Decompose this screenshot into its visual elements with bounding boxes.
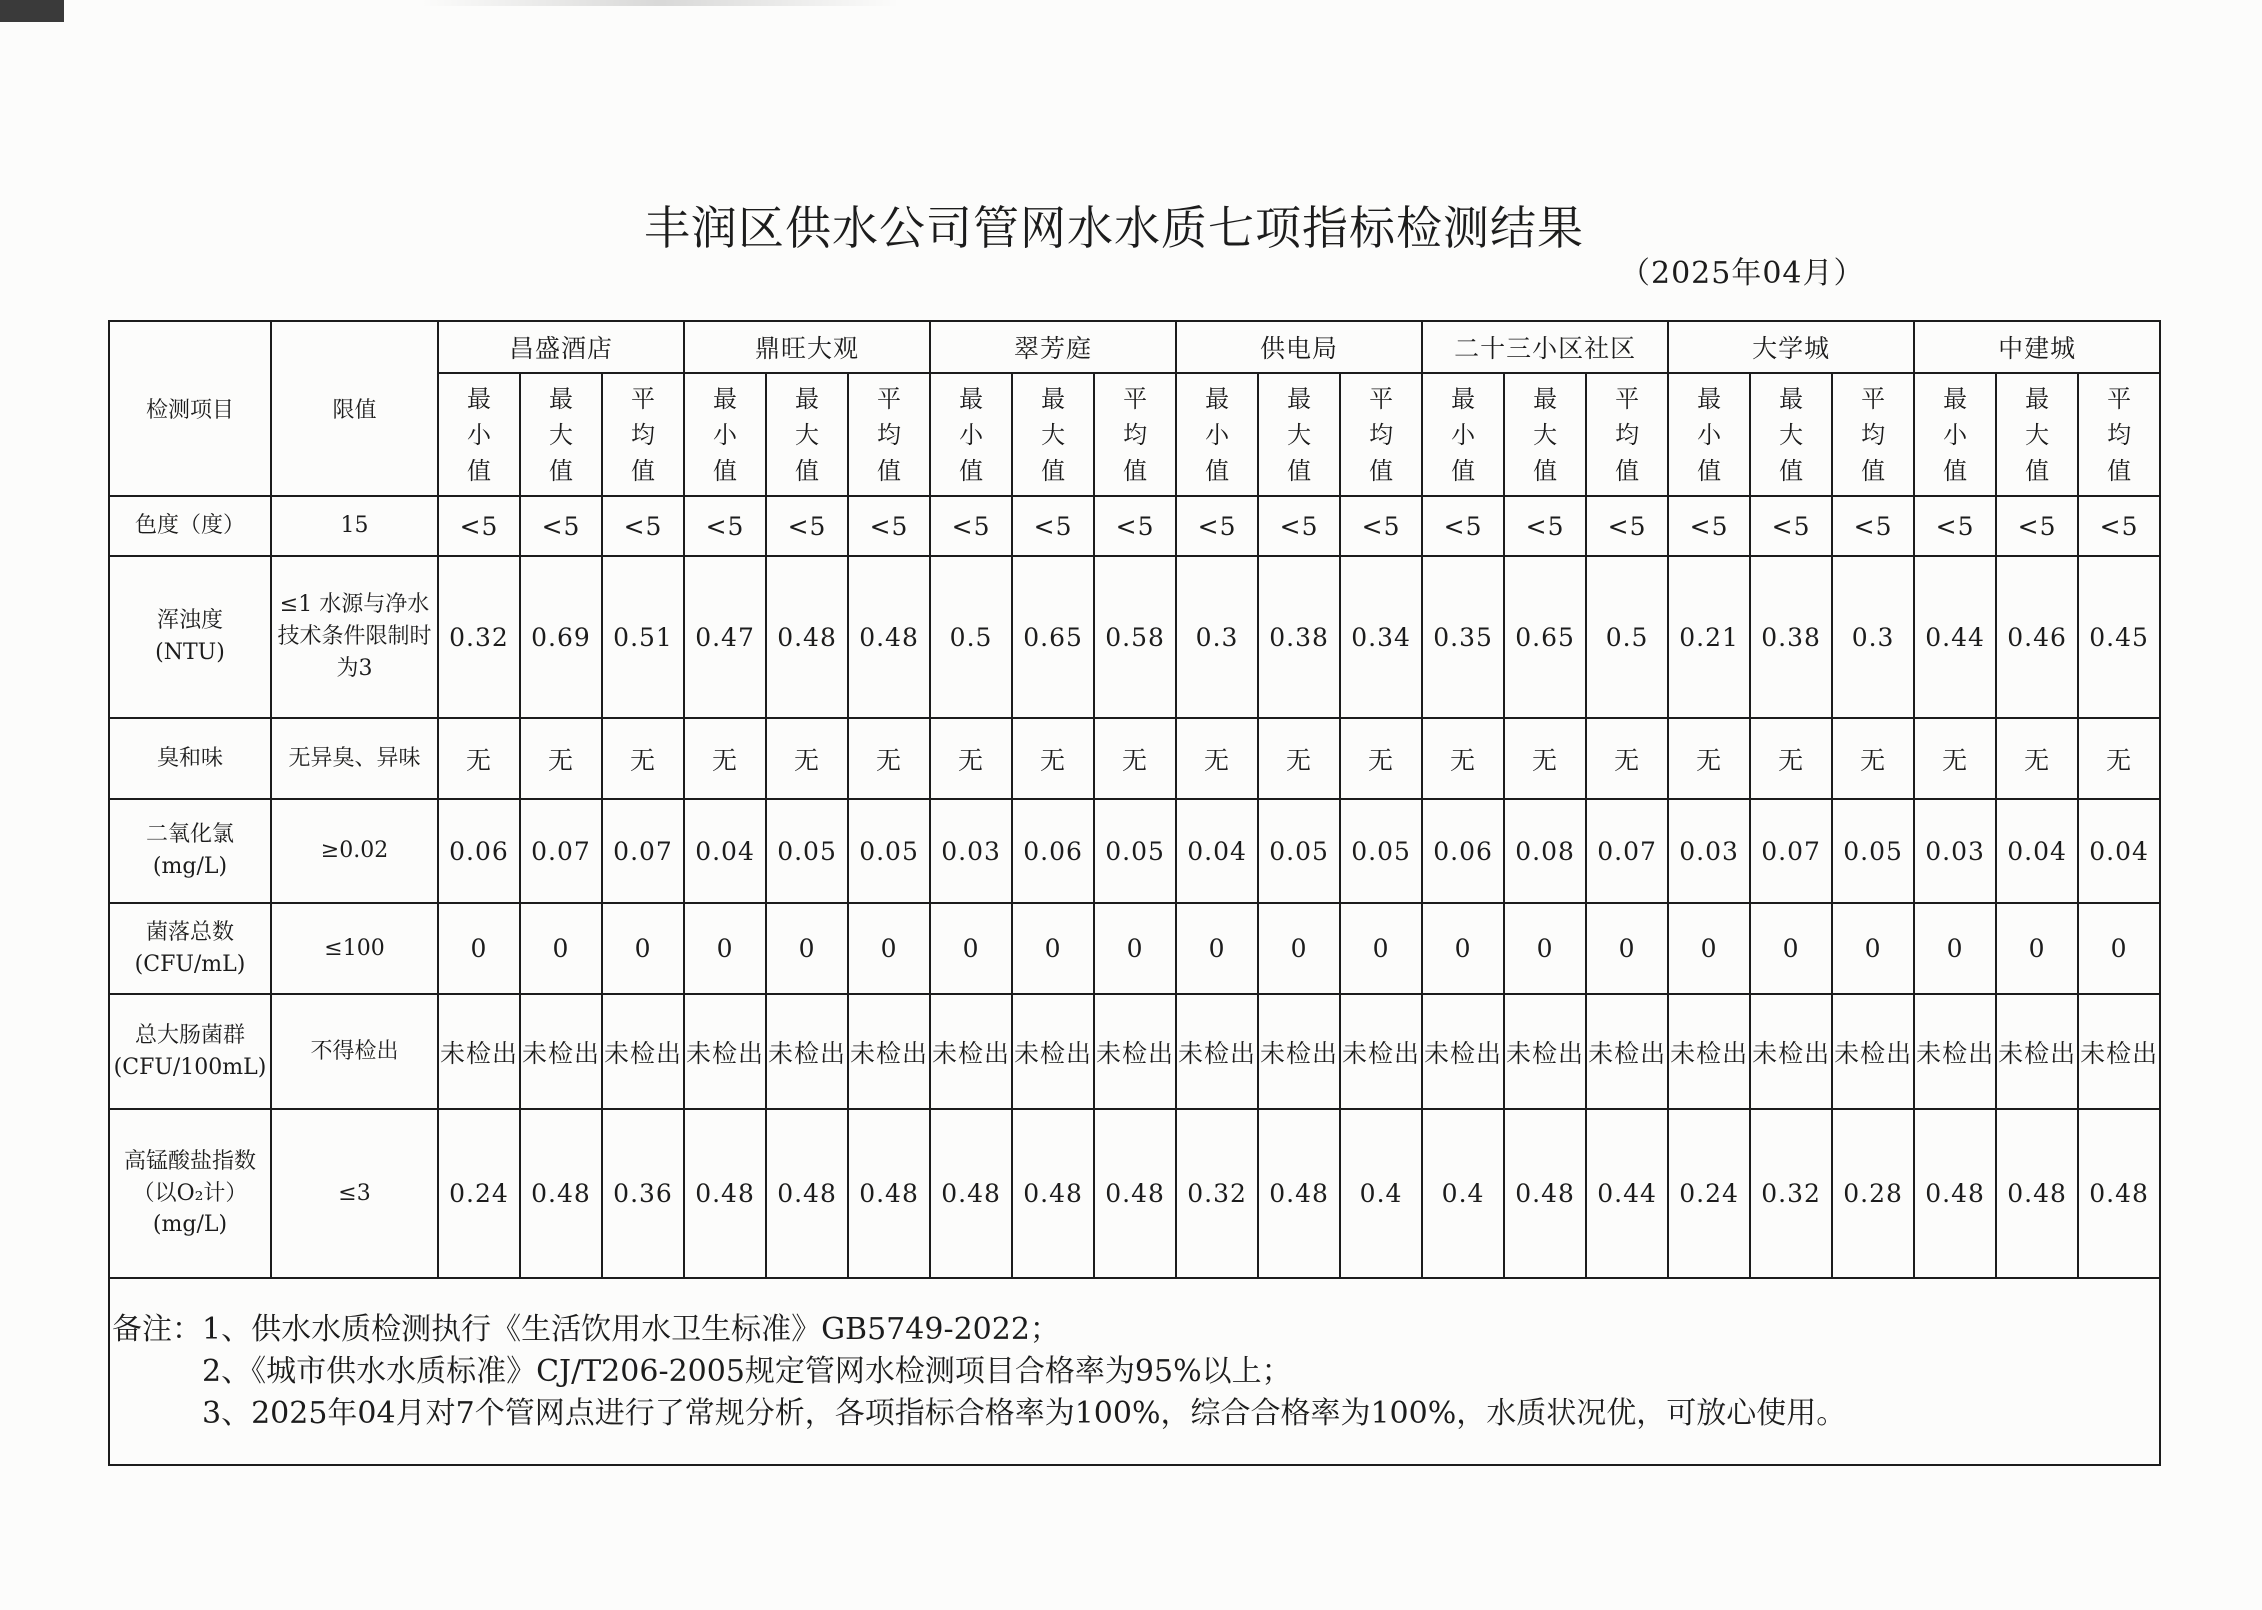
value-chlorine-dioxide-cuifang-min: 0.03 [930,799,1012,903]
row-label-odor-taste [109,718,271,799]
value-color-dingwang-avg: <5 [848,496,930,556]
value-total-bacteria-cuifang-min: 0 [930,903,1012,994]
stat-header-label: 平均值 [877,384,902,485]
limit-color: 15 [271,496,438,556]
value-odor-taste-cuifang-max: 无 [1012,718,1094,799]
value-total-coliforms-ershisan-min: 未检出 [1422,994,1504,1109]
scan-edge-artifact [0,0,64,22]
stat-header-label: 最小值 [1451,384,1476,485]
value-turbidity-gongdian-min: 0.3 [1176,556,1258,718]
value-color-cuifang-min: <5 [930,496,1012,556]
row-label-line: 高锰酸盐指数 [123,1148,256,1174]
value-permanganate-index-ershisan-avg: 0.44 [1586,1109,1668,1278]
value-chlorine-dioxide-zhongjian-avg: 0.04 [2078,799,2160,903]
value-chlorine-dioxide-daxue-max: 0.07 [1750,799,1832,903]
value-chlorine-dioxide-gongdian-avg: 0.05 [1340,799,1422,903]
value-turbidity-cuifang-min: 0.5 [930,556,1012,718]
value-color-changsheng-max: <5 [520,496,602,556]
stat-header-label: 最小值 [1943,384,1968,485]
value-turbidity-zhongjian-avg: 0.45 [2078,556,2160,718]
stat-header-label: 最小值 [959,384,984,485]
value-turbidity-dingwang-min: 0.47 [684,556,766,718]
scan-shadow-artifact [420,0,900,6]
value-color-zhongjian-max: <5 [1996,496,2078,556]
stat-header-label: 最大值 [2025,384,2050,485]
stat-header-label: 最大值 [1287,384,1312,485]
value-total-coliforms-zhongjian-avg: 未检出 [2078,994,2160,1109]
stat-header-changsheng-avg [602,373,684,496]
note-line-3: 3、2025年04月对7个管网点进行了常规分析，各项指标合格率为100%，综合合格率为100%，水质状况优，可放心使用。 [202,1396,1847,1431]
value-odor-taste-changsheng-avg: 无 [602,718,684,799]
value-total-bacteria-changsheng-max: 0 [520,903,602,994]
value-odor-taste-zhongjian-min: 无 [1914,718,1996,799]
stat-header-label: 平均值 [1369,384,1394,485]
row-label-line: 二氧化氯 [145,822,234,848]
note-line-1: 1、供水水质检测执行《生活饮用水卫生标准》GB5749-2022； [202,1312,1060,1347]
row-label-line: 总大肠菌群 [134,1022,245,1048]
stat-header-cuifang-avg [1094,373,1176,496]
row-label-turbidity [109,556,271,718]
stat-header-label: 平均值 [1615,384,1640,485]
notes-box [109,1278,2160,1465]
value-permanganate-index-changsheng-min: 0.24 [438,1109,520,1278]
value-total-coliforms-cuifang-min: 未检出 [930,994,1012,1109]
value-total-bacteria-gongdian-max: 0 [1258,903,1340,994]
value-chlorine-dioxide-changsheng-min: 0.06 [438,799,520,903]
stat-header-label: 最小值 [467,384,491,485]
row-label-total-coliforms [109,994,271,1109]
stat-header-dingwang-min [684,373,766,496]
value-permanganate-index-dingwang-min: 0.48 [684,1109,766,1278]
row-label-line: 菌落总数 [145,919,234,945]
result-rows [109,496,2160,1278]
value-color-dingwang-min: <5 [684,496,766,556]
site-header-daxue: 大学城 [1668,321,1914,373]
value-turbidity-cuifang-avg: 0.58 [1094,556,1176,718]
value-odor-taste-dingwang-avg: 无 [848,718,930,799]
value-total-bacteria-daxue-avg: 0 [1832,903,1914,994]
stat-header-gongdian-min [1176,373,1258,496]
value-odor-taste-zhongjian-avg: 无 [2078,718,2160,799]
value-permanganate-index-zhongjian-avg: 0.48 [2078,1109,2160,1278]
stat-header-label: 平均值 [2107,384,2132,485]
value-permanganate-index-ershisan-min: 0.4 [1422,1109,1504,1278]
report-period: （2025年04月） [1620,256,1865,291]
value-turbidity-changsheng-min: 0.32 [438,556,520,718]
value-permanganate-index-cuifang-max: 0.48 [1012,1109,1094,1278]
value-permanganate-index-zhongjian-max: 0.48 [1996,1109,2078,1278]
row-label-line: (mg/L) [152,854,228,879]
row-label-permanganate-index [109,1109,271,1278]
value-chlorine-dioxide-cuifang-avg: 0.05 [1094,799,1176,903]
value-chlorine-dioxide-ershisan-max: 0.08 [1504,799,1586,903]
stat-header-label: 最小值 [713,384,738,485]
value-total-coliforms-daxue-avg: 未检出 [1832,994,1914,1109]
value-odor-taste-changsheng-min: 无 [438,718,520,799]
header-test-item: 检测项目 [109,321,271,496]
value-total-bacteria-ershisan-min: 0 [1422,903,1504,994]
water-quality-table [108,320,2161,1466]
value-total-coliforms-changsheng-avg: 未检出 [602,994,684,1109]
value-chlorine-dioxide-daxue-avg: 0.05 [1832,799,1914,903]
stat-header-label: 最小值 [1205,384,1230,485]
stat-header-label: 最大值 [549,384,573,485]
value-chlorine-dioxide-zhongjian-max: 0.04 [1996,799,2078,903]
value-odor-taste-cuifang-avg: 无 [1094,718,1176,799]
stat-header-label: 最大值 [795,384,820,485]
value-chlorine-dioxide-zhongjian-min: 0.03 [1914,799,1996,903]
table-row-chlorine-dioxide [109,799,2160,903]
value-total-coliforms-dingwang-max: 未检出 [766,994,848,1109]
table-row-total-bacteria [109,903,2160,994]
value-total-coliforms-cuifang-avg: 未检出 [1094,994,1176,1109]
value-chlorine-dioxide-ershisan-min: 0.06 [1422,799,1504,903]
value-total-bacteria-gongdian-avg: 0 [1340,903,1422,994]
site-header-gongdian: 供电局 [1176,321,1422,373]
value-odor-taste-changsheng-max: 无 [520,718,602,799]
value-chlorine-dioxide-dingwang-max: 0.05 [766,799,848,903]
site-header-cuifang: 翠芳庭 [930,321,1176,373]
value-permanganate-index-gongdian-min: 0.32 [1176,1109,1258,1278]
value-turbidity-dingwang-avg: 0.48 [848,556,930,718]
stat-header-label: 平均值 [1123,384,1148,485]
value-chlorine-dioxide-gongdian-max: 0.05 [1258,799,1340,903]
stat-header-daxue-max [1750,373,1832,496]
value-turbidity-ershisan-avg: 0.5 [1586,556,1668,718]
value-total-coliforms-zhongjian-max: 未检出 [1996,994,2078,1109]
value-color-daxue-avg: <5 [1832,496,1914,556]
stat-header-gongdian-avg [1340,373,1422,496]
table-row-turbidity [109,556,2160,718]
value-chlorine-dioxide-changsheng-avg: 0.07 [602,799,684,903]
value-permanganate-index-changsheng-avg: 0.36 [602,1109,684,1278]
value-color-dingwang-max: <5 [766,496,848,556]
stat-header-label: 最大值 [1779,384,1804,485]
stat-header-ershisan-max [1504,373,1586,496]
stat-header-cuifang-max [1012,373,1094,496]
value-total-coliforms-dingwang-min: 未检出 [684,994,766,1109]
value-turbidity-daxue-max: 0.38 [1750,556,1832,718]
value-odor-taste-gongdian-min: 无 [1176,718,1258,799]
limit-total-bacteria: ≤100 [271,903,438,994]
stat-header-label: 平均值 [631,384,656,485]
value-turbidity-changsheng-avg: 0.51 [602,556,684,718]
value-chlorine-dioxide-ershisan-avg: 0.07 [1586,799,1668,903]
value-permanganate-index-gongdian-avg: 0.4 [1340,1109,1422,1278]
stat-header-daxue-avg [1832,373,1914,496]
value-odor-taste-daxue-min: 无 [1668,718,1750,799]
limit-permanganate-index: ≤3 [271,1109,438,1278]
value-permanganate-index-dingwang-max: 0.48 [766,1109,848,1278]
site-header-row [109,321,2160,373]
limit-total-coliforms: 不得检出 [271,994,438,1109]
value-color-ershisan-avg: <5 [1586,496,1668,556]
row-label-line: 浑浊度 [156,608,223,634]
table-row-color [109,496,2160,556]
value-color-changsheng-min: <5 [438,496,520,556]
stat-header-ershisan-avg [1586,373,1668,496]
value-color-zhongjian-avg: <5 [2078,496,2160,556]
value-permanganate-index-cuifang-min: 0.48 [930,1109,1012,1278]
value-permanganate-index-dingwang-avg: 0.48 [848,1109,930,1278]
value-odor-taste-zhongjian-max: 无 [1996,718,2078,799]
value-odor-taste-daxue-avg: 无 [1832,718,1914,799]
row-label-chlorine-dioxide [109,799,271,903]
value-total-bacteria-ershisan-avg: 0 [1586,903,1668,994]
value-turbidity-gongdian-max: 0.38 [1258,556,1340,718]
table-row-permanganate-index [109,1109,2160,1278]
value-total-coliforms-ershisan-avg: 未检出 [1586,994,1668,1109]
row-label-line: 色度（度） [134,513,245,539]
stat-header-dingwang-avg [848,373,930,496]
value-odor-taste-ershisan-max: 无 [1504,718,1586,799]
header-limit: 限值 [271,321,438,496]
value-total-bacteria-cuifang-avg: 0 [1094,903,1176,994]
value-turbidity-zhongjian-max: 0.46 [1996,556,2078,718]
value-total-coliforms-cuifang-max: 未检出 [1012,994,1094,1109]
value-odor-taste-ershisan-avg: 无 [1586,718,1668,799]
value-total-coliforms-gongdian-max: 未检出 [1258,994,1340,1109]
page-title: 丰润区供水公司管网水水质七项指标检测结果 [644,201,1584,255]
value-total-bacteria-daxue-max: 0 [1750,903,1832,994]
value-chlorine-dioxide-gongdian-min: 0.04 [1176,799,1258,903]
value-color-cuifang-max: <5 [1012,496,1094,556]
stat-header-label: 最小值 [1697,384,1722,485]
value-total-bacteria-changsheng-min: 0 [438,903,520,994]
value-permanganate-index-ershisan-max: 0.48 [1504,1109,1586,1278]
stat-header-dingwang-max [766,373,848,496]
value-odor-taste-dingwang-max: 无 [766,718,848,799]
value-chlorine-dioxide-dingwang-min: 0.04 [684,799,766,903]
value-odor-taste-daxue-max: 无 [1750,718,1832,799]
table-row-total-coliforms [109,994,2160,1109]
stat-header-gongdian-max [1258,373,1340,496]
stat-header-daxue-min [1668,373,1750,496]
value-turbidity-dingwang-max: 0.48 [766,556,848,718]
value-permanganate-index-daxue-max: 0.32 [1750,1109,1832,1278]
value-permanganate-index-daxue-min: 0.24 [1668,1109,1750,1278]
value-turbidity-daxue-avg: 0.3 [1832,556,1914,718]
notes-row [109,1278,2160,1465]
row-label-line: （以O₂计） [132,1180,248,1206]
value-total-coliforms-gongdian-min: 未检出 [1176,994,1258,1109]
value-odor-taste-ershisan-min: 无 [1422,718,1504,799]
value-total-coliforms-changsheng-min: 未检出 [438,994,520,1109]
value-chlorine-dioxide-cuifang-max: 0.06 [1012,799,1094,903]
value-turbidity-cuifang-max: 0.65 [1012,556,1094,718]
value-odor-taste-gongdian-max: 无 [1258,718,1340,799]
stat-header-changsheng-min [438,373,520,496]
value-total-coliforms-gongdian-avg: 未检出 [1340,994,1422,1109]
value-total-bacteria-zhongjian-min: 0 [1914,903,1996,994]
value-total-coliforms-daxue-min: 未检出 [1668,994,1750,1109]
stat-header-zhongjian-max [1996,373,2078,496]
value-total-bacteria-zhongjian-max: 0 [1996,903,2078,994]
value-total-bacteria-dingwang-min: 0 [684,903,766,994]
value-turbidity-ershisan-max: 0.65 [1504,556,1586,718]
value-permanganate-index-cuifang-avg: 0.48 [1094,1109,1176,1278]
value-color-ershisan-min: <5 [1422,496,1504,556]
row-label-line: (NTU) [155,640,225,665]
notes-label: 备注： [112,1312,202,1347]
value-chlorine-dioxide-daxue-min: 0.03 [1668,799,1750,903]
value-turbidity-daxue-min: 0.21 [1668,556,1750,718]
value-permanganate-index-changsheng-max: 0.48 [520,1109,602,1278]
value-odor-taste-cuifang-min: 无 [930,718,1012,799]
table-row-odor-taste [109,718,2160,799]
value-color-daxue-min: <5 [1668,496,1750,556]
row-label-line: (CFU/100mL) [113,1054,267,1080]
stat-header-zhongjian-min [1914,373,1996,496]
stat-header-label: 最大值 [1041,384,1066,485]
stat-header-label: 平均值 [1861,384,1886,485]
limit-turbidity: ≤1 水源与净水技术条件限制时为3 [271,556,438,718]
value-color-gongdian-max: <5 [1258,496,1340,556]
value-total-coliforms-daxue-max: 未检出 [1750,994,1832,1109]
stat-header-zhongjian-avg [2078,373,2160,496]
stat-header-label: 最大值 [1533,384,1558,485]
row-label-total-bacteria [109,903,271,994]
value-color-daxue-max: <5 [1750,496,1832,556]
value-turbidity-gongdian-avg: 0.34 [1340,556,1422,718]
value-odor-taste-dingwang-min: 无 [684,718,766,799]
value-total-coliforms-ershisan-max: 未检出 [1504,994,1586,1109]
stat-header-ershisan-min [1422,373,1504,496]
limit-chlorine-dioxide: ≥0.02 [271,799,438,903]
stat-header-cuifang-min [930,373,1012,496]
row-label-line: (CFU/mL) [134,951,246,977]
value-odor-taste-gongdian-avg: 无 [1340,718,1422,799]
value-permanganate-index-daxue-avg: 0.28 [1832,1109,1914,1278]
site-header-zhongjian: 中建城 [1914,321,2160,373]
value-color-zhongjian-min: <5 [1914,496,1996,556]
value-color-cuifang-avg: <5 [1094,496,1176,556]
value-total-bacteria-daxue-min: 0 [1668,903,1750,994]
site-header-ershisan: 二十三小区社区 [1422,321,1668,373]
value-total-bacteria-ershisan-max: 0 [1504,903,1586,994]
value-turbidity-zhongjian-min: 0.44 [1914,556,1996,718]
value-total-bacteria-changsheng-avg: 0 [602,903,684,994]
value-chlorine-dioxide-changsheng-max: 0.07 [520,799,602,903]
value-total-bacteria-gongdian-min: 0 [1176,903,1258,994]
site-header-dingwang: 鼎旺大观 [684,321,930,373]
value-total-bacteria-dingwang-max: 0 [766,903,848,994]
value-turbidity-ershisan-min: 0.35 [1422,556,1504,718]
row-label-line: 臭和味 [156,745,223,771]
row-label-color [109,496,271,556]
site-header-changsheng: 昌盛酒店 [438,321,684,373]
value-chlorine-dioxide-dingwang-avg: 0.05 [848,799,930,903]
value-total-coliforms-changsheng-max: 未检出 [520,994,602,1109]
value-permanganate-index-zhongjian-min: 0.48 [1914,1109,1996,1278]
value-total-bacteria-zhongjian-avg: 0 [2078,903,2160,994]
value-color-gongdian-avg: <5 [1340,496,1422,556]
notes-section [109,1278,2160,1465]
value-permanganate-index-gongdian-max: 0.48 [1258,1109,1340,1278]
note-line-2: 2、《城市供水水质标准》CJ/T206-2005规定管网水检测项目合格率为95%以上； [202,1354,1292,1389]
value-color-ershisan-max: <5 [1504,496,1586,556]
notes-lines [202,1309,1846,1435]
value-total-bacteria-dingwang-avg: 0 [848,903,930,994]
value-total-coliforms-dingwang-avg: 未检出 [848,994,930,1109]
value-color-gongdian-min: <5 [1176,496,1258,556]
row-label-line: (mg/L) [152,1212,228,1238]
limit-odor-taste: 无异臭、异味 [271,718,438,799]
stat-header-changsheng-max [520,373,602,496]
value-turbidity-changsheng-max: 0.69 [520,556,602,718]
value-total-coliforms-zhongjian-min: 未检出 [1914,994,1996,1109]
value-color-changsheng-avg: <5 [602,496,684,556]
value-total-bacteria-cuifang-max: 0 [1012,903,1094,994]
